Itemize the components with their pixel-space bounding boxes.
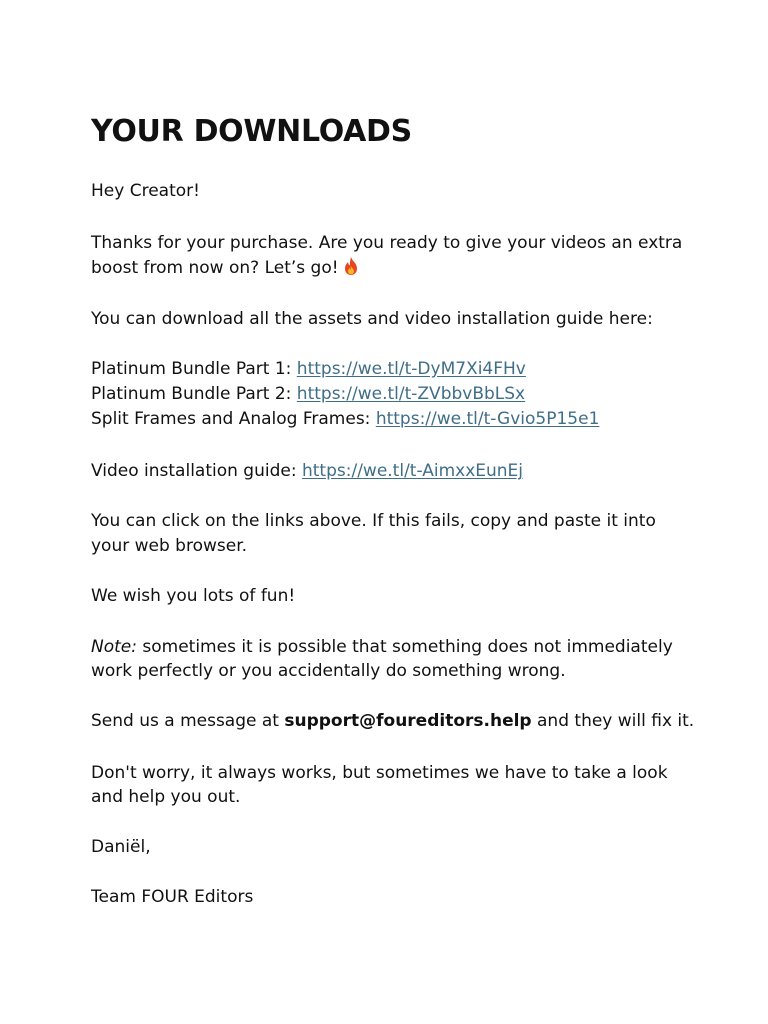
message-line	[91, 709, 694, 734]
link-row-split-frames	[91, 407, 599, 432]
thanks-line-2-text: boost from now on? Let’s go!	[91, 258, 339, 278]
platinum-bundle-part-2-link[interactable]: https://we.tl/t-ZVbbvBbLSx	[296, 384, 526, 404]
link-row-platinum-1	[91, 357, 526, 382]
video-installation-guide-link[interactable]: https://we.tl/t-AimxxEunEj	[301, 461, 524, 481]
link-label: Platinum Bundle Part 1:	[91, 359, 297, 379]
link-label: Platinum Bundle Part 2:	[91, 384, 297, 404]
team-name: Team FOUR Editors	[91, 887, 254, 907]
thanks-line-2	[91, 256, 359, 281]
greeting: Hey Creator!	[91, 181, 200, 201]
page-title: YOUR DOWNLOADS	[91, 114, 412, 149]
note-text: sometimes it is possible that something does not immediately	[136, 637, 673, 657]
note-line-1	[91, 635, 673, 660]
link-label: Video installation guide:	[91, 461, 302, 481]
note-line-2: work perfectly or you accidentally do something wrong.	[91, 661, 566, 681]
wish-line: We wish you lots of fun!	[91, 586, 296, 606]
support-email[interactable]: support@foureditors.help	[284, 711, 532, 731]
worry-line-2: and help you out.	[91, 787, 241, 807]
worry-line-1: Don't worry, it always works, but sometimes we have to take a look	[91, 763, 668, 783]
link-row-guide	[91, 459, 523, 484]
download-intro: You can download all the assets and video installation guide here:	[91, 309, 653, 329]
link-label: Split Frames and Analog Frames:	[91, 409, 376, 429]
link-row-platinum-2	[91, 382, 525, 407]
message-prefix: Send us a message at	[91, 711, 285, 731]
split-frames-link[interactable]: https://we.tl/t-Gvio5P15e1	[375, 409, 600, 429]
fire-icon	[343, 256, 359, 276]
message-suffix: and they will fix it.	[531, 711, 695, 731]
platinum-bundle-part-1-link[interactable]: https://we.tl/t-DyM7Xi4FHv	[296, 359, 526, 379]
thanks-line-1: Thanks for your purchase. Are you ready to give your videos an extra	[91, 233, 683, 253]
click-line-2: your web browser.	[91, 536, 248, 556]
click-line-1: You can click on the links above. If this fails, copy and paste it into	[91, 511, 656, 531]
note-label: Note:	[91, 637, 137, 657]
signoff: Daniël,	[91, 837, 151, 857]
